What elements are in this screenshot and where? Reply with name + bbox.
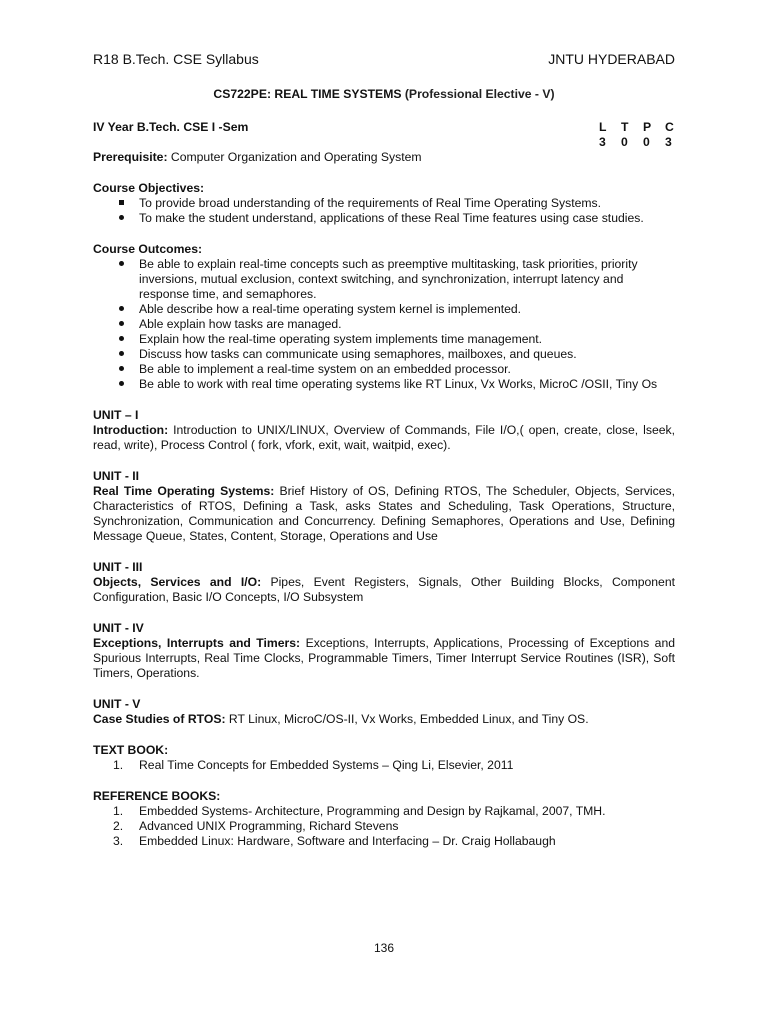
- objectives-section: [93, 181, 675, 226]
- outcomes-list: [93, 257, 675, 392]
- textbook-heading: TEXT BOOK:: [93, 743, 169, 757]
- ltpc-label: C: [665, 120, 674, 134]
- elective-label: (Professional Elective - V): [404, 87, 555, 101]
- list-item: To provide broad understanding of the requirements of Real Time Operating Systems.: [93, 196, 675, 211]
- list-item: Be able to explain real-time concepts such as preemptive multitasking, task priorities, priority inversions, mutual exclusion, context switching, and synchronization, interrupt latency and response time, and semaphores.: [93, 257, 675, 302]
- list-item: Able describe how a real-time operating system kernel is implemented.: [93, 302, 675, 317]
- bullet-icon: [113, 317, 129, 332]
- unit-5: [93, 697, 675, 727]
- content: [93, 120, 675, 849]
- year-sem: IV Year B.Tech. CSE I -Sem: [93, 120, 249, 134]
- ltpc-labels: [599, 120, 675, 135]
- bullet-icon: [113, 211, 129, 226]
- ltpc-value: 0: [621, 135, 628, 149]
- ltpc-label: T: [621, 120, 629, 134]
- outcomes-section: [93, 242, 675, 392]
- unit-title: UNIT – I: [93, 408, 139, 422]
- bullet-icon: [113, 302, 129, 317]
- unit-body: Objects, Services and I/O: Pipes, Event Registers, Signals, Other Building Blocks, Component Configuration, Basic I/O Concepts, I/O Subsystem: [93, 575, 675, 604]
- bullet-icon: [113, 347, 129, 362]
- bullet-icon: [113, 377, 129, 392]
- list-item: To make the student understand, applications of these Real Time features using case studies.: [93, 211, 675, 226]
- list-item: Explain how the real-time operating system implements time management.: [93, 332, 675, 347]
- ltpc-value: 3: [665, 135, 672, 149]
- unit-body: Exceptions, Interrupts and Timers: Exceptions, Interrupts, Applications, Processing of Exceptions and Spurious Interrupts, Real Time Clocks, Programmable Timers, Timer Interrupt Service Routines (ISR), Soft Timers, Operations.: [93, 636, 676, 680]
- objectives-heading: Course Objectives:: [93, 181, 205, 195]
- header-right: JNTU HYDERABAD: [548, 51, 675, 67]
- list-item: Be able to work with real time operating systems like RT Linux, Vx Works, MicroC /OSII, Tiny Os: [93, 377, 675, 392]
- prereq-label: Prerequisite:: [93, 150, 168, 164]
- ltpc-value: 3: [599, 135, 606, 149]
- ltpc-value: 0: [643, 135, 650, 149]
- unit-1: [93, 408, 675, 453]
- ltpc-label: L: [599, 120, 607, 134]
- year-row: [93, 120, 675, 150]
- course-title: [0, 87, 768, 102]
- textbook-section: [93, 743, 675, 773]
- list-item: 3. Embedded Linux: Hardware, Software and Interfacing – Dr. Craig Hollabaugh: [113, 834, 556, 848]
- course-code-title: CS722PE: REAL TIME SYSTEMS: [213, 87, 402, 101]
- outcomes-heading: Course Outcomes:: [93, 242, 203, 256]
- objectives-list: [93, 196, 675, 226]
- list-item: Able explain how tasks are managed.: [93, 317, 675, 332]
- list-item: 2. Advanced UNIX Programming, Richard Stevens: [113, 819, 399, 833]
- unit-body: Case Studies of RTOS: RT Linux, MicroC/OS-II, Vx Works, Embedded Linux, and Tiny OS.: [93, 712, 589, 726]
- references-heading: REFERENCE BOOKS:: [93, 789, 221, 803]
- unit-title: UNIT - II: [93, 469, 140, 483]
- unit-title: UNIT - V: [93, 697, 141, 711]
- prereq-text: Computer Organization and Operating System: [167, 150, 422, 164]
- unit-body: Real Time Operating Systems: Brief History of OS, Defining RTOS, The Scheduler, Objects, Services, Characteristics of RTOS, Defining a Task, asks States and Scheduling, Task Operations, Structure, Synchronization, Communication and Concurrency. Defining Semaphores, Operations and Use, Defining Message Queue, States, Content, Storage, Operations and Use: [93, 484, 675, 543]
- square-bullet-icon: [113, 196, 129, 211]
- unit-body: Introduction: Introduction to UNIX/LINUX, Overview of Commands, File I/O,( open, create, close, lseek, read, write), Process Control ( fork, vfork, exit, wait, waitpid, exec).: [93, 423, 675, 452]
- list-item: Discuss how tasks can communicate using semaphores, mailboxes, and queues.: [93, 347, 675, 362]
- ltpc-label: P: [643, 120, 652, 134]
- unit-2: [93, 469, 675, 544]
- unit-title: UNIT - IV: [93, 621, 144, 635]
- prerequisite: [93, 150, 675, 165]
- bullet-icon: [113, 257, 129, 272]
- list-item: 1. Real Time Concepts for Embedded Systems – Qing Li, Elsevier, 2011: [113, 758, 514, 772]
- unit-title: UNIT - III: [93, 560, 143, 574]
- bullet-icon: [113, 332, 129, 347]
- header-left: R18 B.Tech. CSE Syllabus: [93, 51, 259, 67]
- textbook-list: [93, 758, 675, 773]
- unit-4: [93, 621, 675, 681]
- ltpc-table: [599, 120, 675, 150]
- list-item: 1. Embedded Systems- Architecture, Programming and Design by Rajkamal, 2007, TMH.: [113, 804, 606, 818]
- list-item: Be able to implement a real-time system on an embedded processor.: [93, 362, 675, 377]
- references-section: [93, 789, 675, 849]
- references-list: [93, 804, 675, 849]
- unit-3: [93, 560, 675, 605]
- ltpc-values: [599, 135, 675, 150]
- bullet-icon: [113, 362, 129, 377]
- page-number: 136: [373, 941, 395, 955]
